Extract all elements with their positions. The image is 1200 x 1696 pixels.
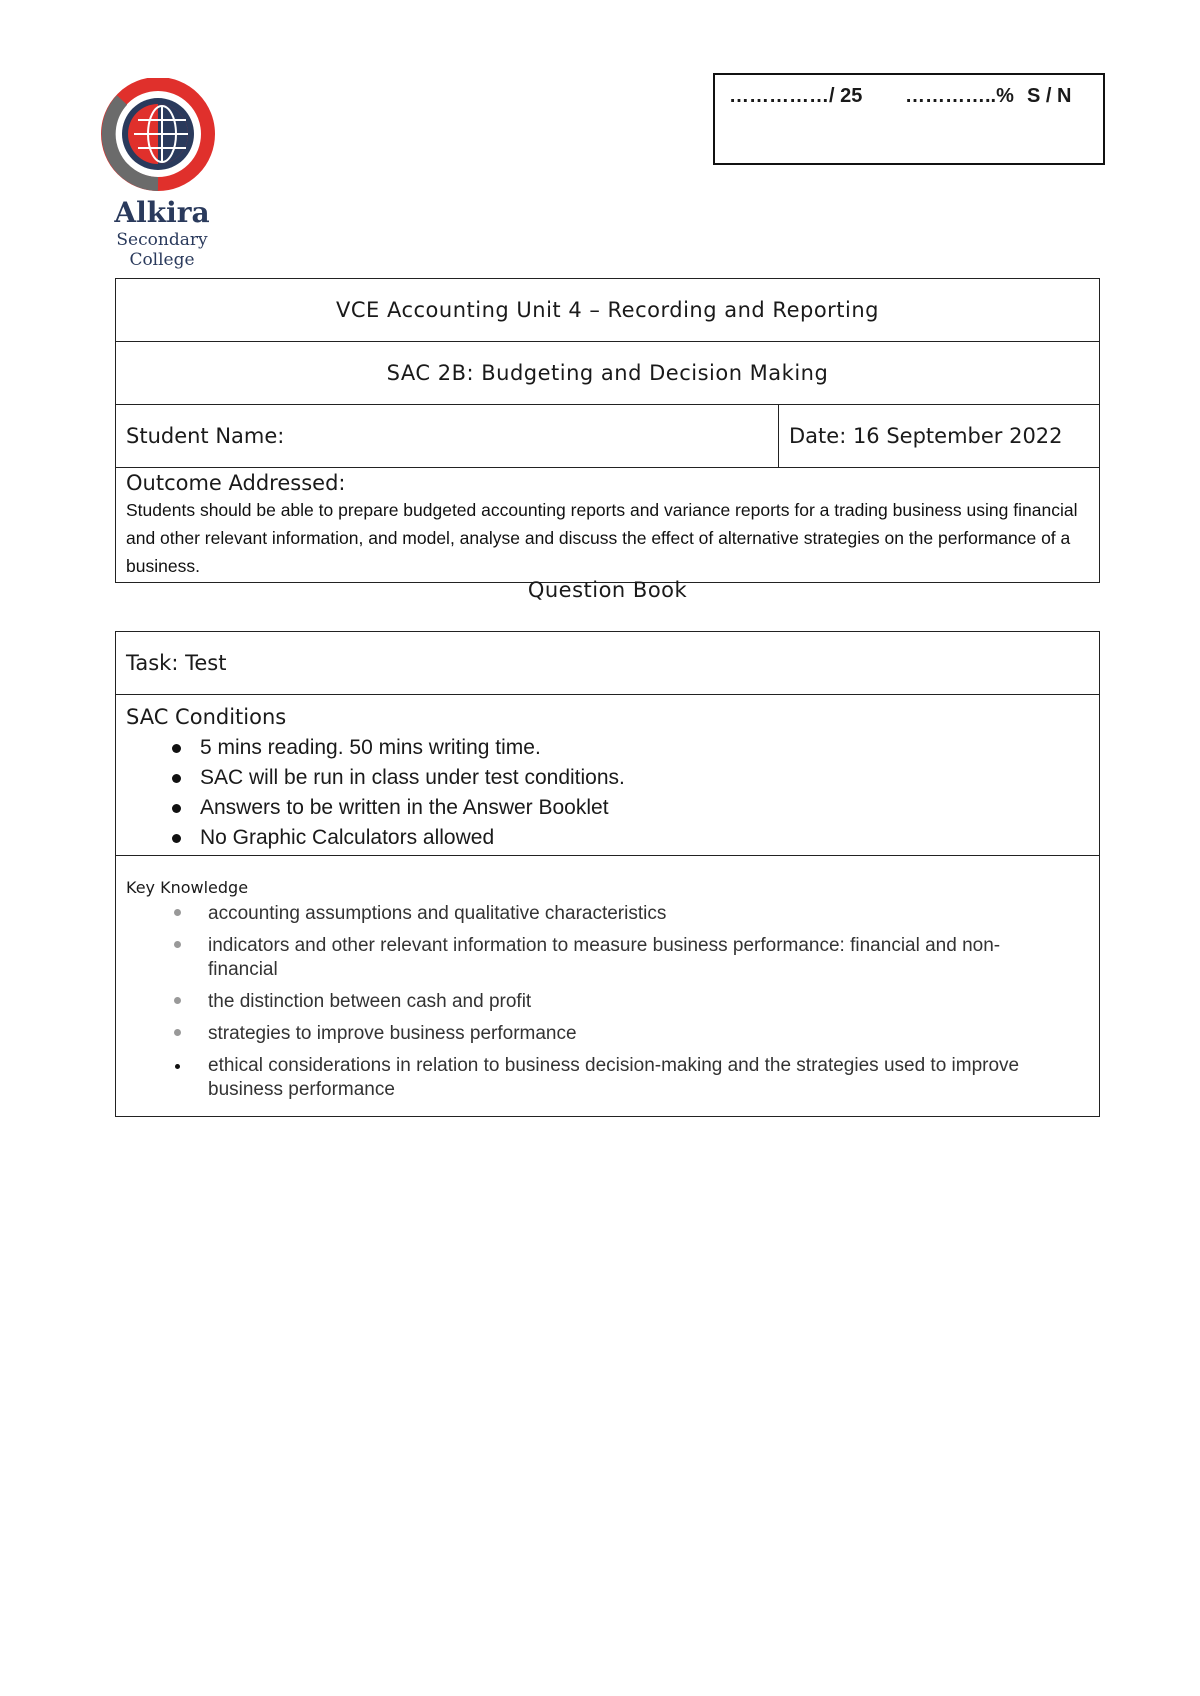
task-table [115, 631, 1100, 1117]
list-item: strategies to improve business performance [172, 1022, 1089, 1046]
conditions-title: SAC Conditions [126, 705, 287, 729]
marks-out-of: ……………/ 25 [729, 85, 863, 107]
satisfactory-indicator: S / N [1027, 85, 1072, 107]
school-subtitle: Secondary College [116, 230, 208, 270]
percent-field: …………..% [905, 85, 1014, 107]
conditions-list [126, 733, 1089, 853]
list-item: accounting assumptions and qualitative characteristics [172, 902, 1089, 926]
date-field: Date: 16 September 2022 [779, 405, 1100, 468]
bullet-icon [172, 744, 181, 753]
sac-conditions-cell [116, 695, 1100, 856]
score-box [713, 73, 1105, 165]
bullet-icon [174, 909, 181, 916]
outcome-cell [116, 468, 1100, 583]
key-knowledge-cell [116, 856, 1100, 1117]
school-name: Alkira [114, 196, 210, 229]
bullet-icon [174, 941, 181, 948]
student-name-field[interactable]: Student Name: [116, 405, 779, 468]
list-item: Answers to be written in the Answer Booklet [172, 793, 1089, 823]
list-item: indicators and other relevant information to measure business performance: financial and non-financial [172, 934, 1089, 982]
list-item: SAC will be run in class under test conditions. [172, 763, 1089, 793]
globe-logo-icon [82, 78, 242, 193]
bullet-icon [174, 1029, 181, 1036]
sac-title: SAC 2B: Budgeting and Decision Making [116, 342, 1100, 405]
school-logo [82, 78, 242, 270]
list-item: the distinction between cash and profit [172, 990, 1089, 1014]
list-item: ethical considerations in relation to business decision-making and the strategies used to improve business performance [172, 1054, 1089, 1102]
course-title: VCE Accounting Unit 4 – Recording and Reporting [116, 279, 1100, 342]
task-label: Task: Test [116, 632, 1100, 695]
list-item: 5 mins reading. 50 mins writing time. [172, 733, 1089, 763]
outcome-body: Students should be able to prepare budgeted accounting reports and variance reports for a trading business using financial and other relevant information, and model, analyse and discuss the effect of alternative strategies on the performance of a business. [126, 500, 1078, 576]
bullet-icon [172, 774, 181, 783]
outcome-title: Outcome Addressed: [126, 471, 346, 495]
key-knowledge-list [126, 902, 1089, 1102]
header-table [115, 278, 1100, 583]
bullet-icon [174, 997, 181, 1004]
key-knowledge-title: Key Knowledge [126, 878, 249, 897]
bullet-icon [172, 834, 181, 843]
question-book-heading: Question Book [527, 578, 688, 602]
bullet-icon [175, 1064, 180, 1069]
list-item: No Graphic Calculators allowed [172, 823, 1089, 853]
bullet-icon [172, 804, 181, 813]
